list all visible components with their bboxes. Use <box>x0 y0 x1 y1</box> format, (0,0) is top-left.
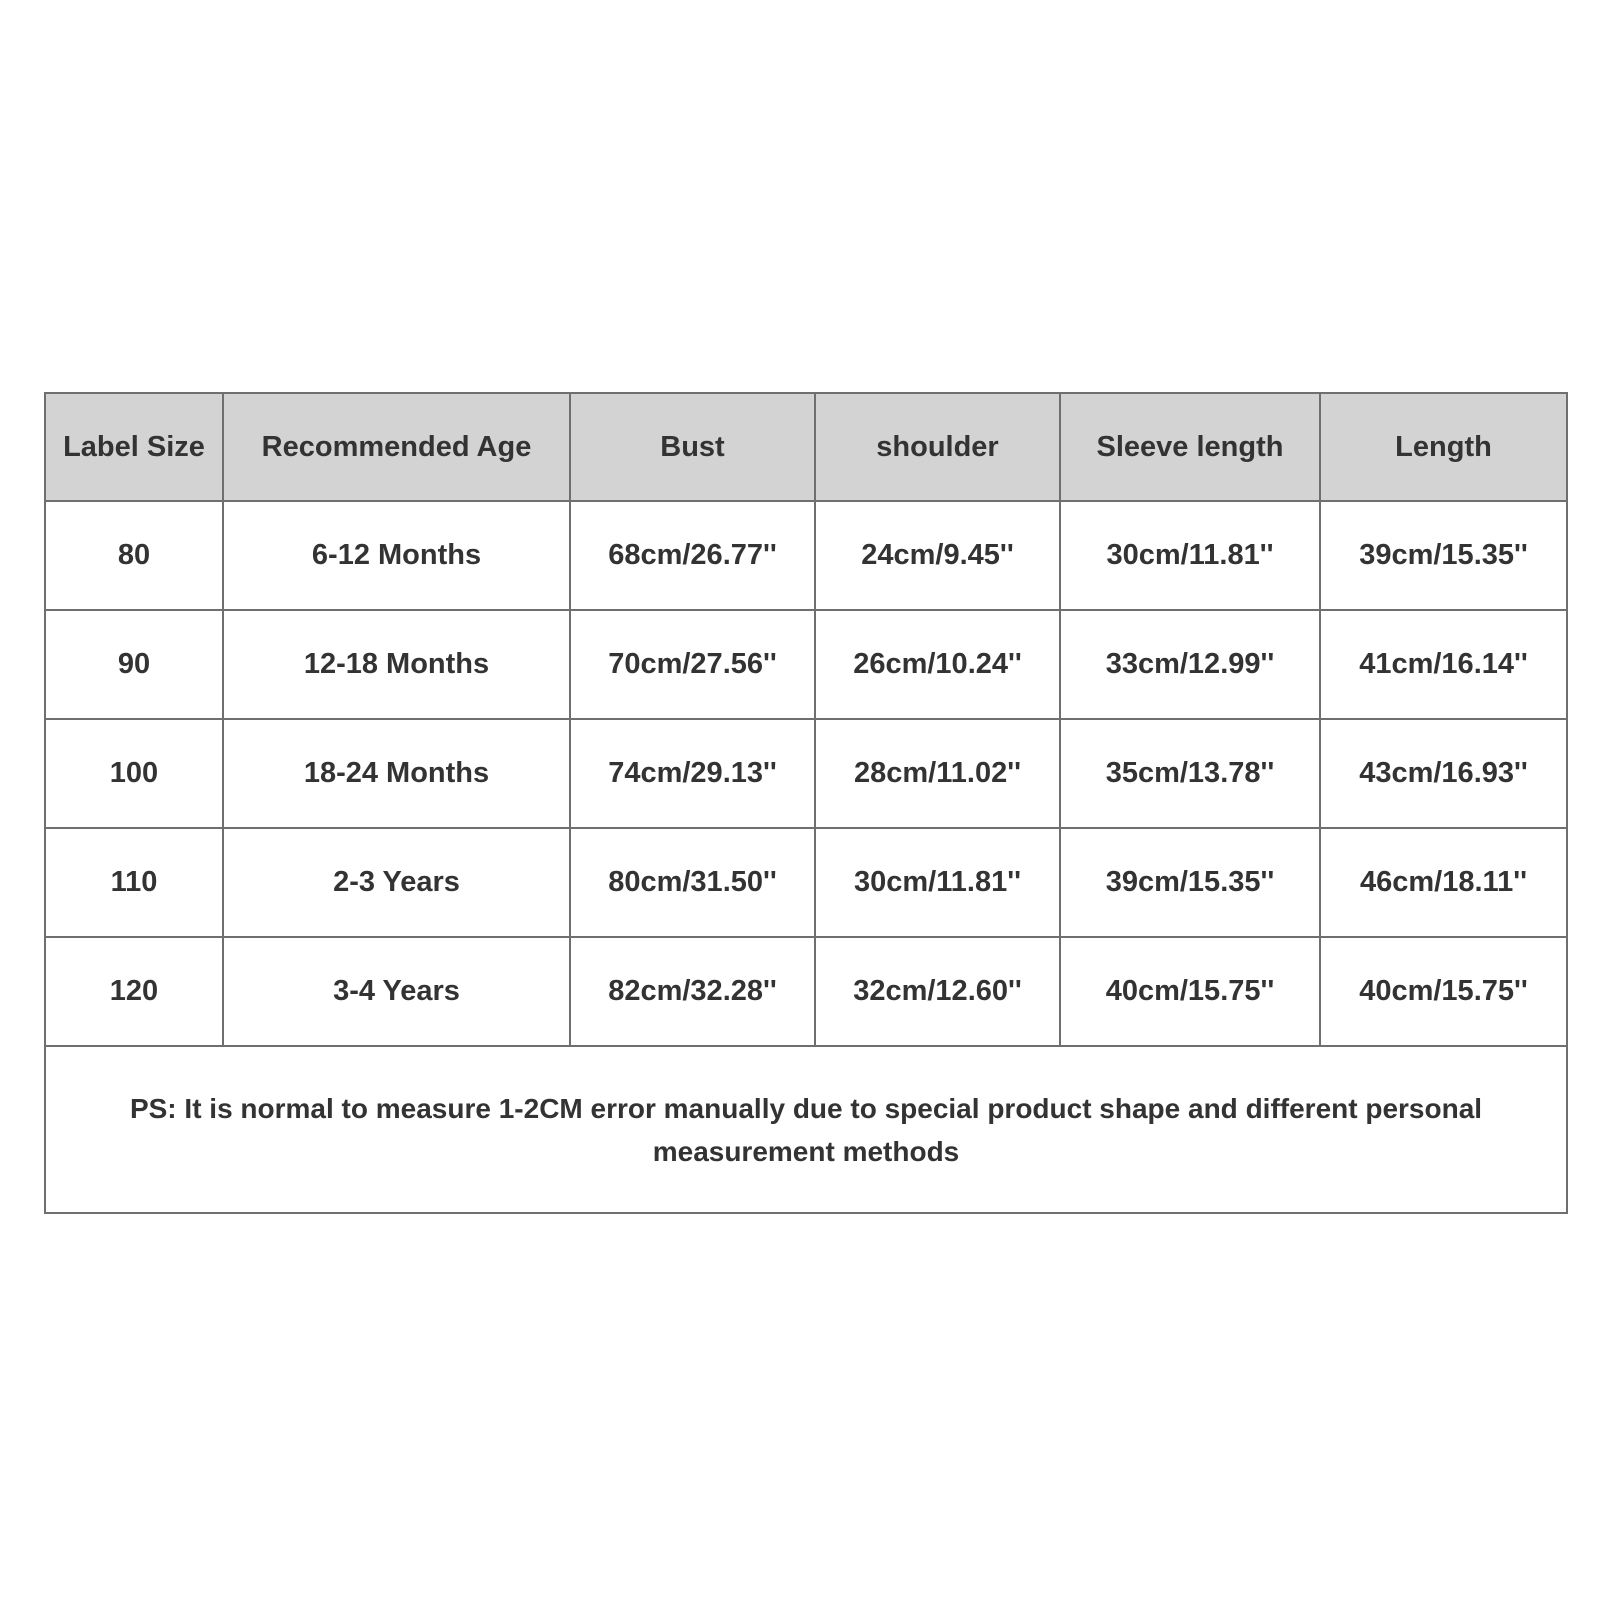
cell-label-size: 80 <box>45 501 223 610</box>
cell-recommended-age: 12-18 Months <box>223 610 570 719</box>
note-row <box>45 1046 1567 1213</box>
cell-label-size: 100 <box>45 719 223 828</box>
cell-length: 39cm/15.35'' <box>1320 501 1567 610</box>
size-chart-table <box>44 392 1568 1214</box>
cell-sleeve-length: 33cm/12.99'' <box>1060 610 1320 719</box>
header-sleeve-length: Sleeve length <box>1060 393 1320 501</box>
header-shoulder: shoulder <box>815 393 1060 501</box>
cell-sleeve-length: 35cm/13.78'' <box>1060 719 1320 828</box>
measurement-note: PS: It is normal to measure 1-2CM error manually due to special product shape and different personal measurement methods <box>45 1046 1567 1213</box>
header-length: Length <box>1320 393 1567 501</box>
cell-length: 40cm/15.75'' <box>1320 937 1567 1046</box>
cell-recommended-age: 2-3 Years <box>223 828 570 937</box>
cell-bust: 70cm/27.56'' <box>570 610 815 719</box>
cell-length: 43cm/16.93'' <box>1320 719 1567 828</box>
table-row <box>45 937 1567 1046</box>
cell-shoulder: 30cm/11.81'' <box>815 828 1060 937</box>
cell-recommended-age: 3-4 Years <box>223 937 570 1046</box>
cell-sleeve-length: 40cm/15.75'' <box>1060 937 1320 1046</box>
cell-shoulder: 24cm/9.45'' <box>815 501 1060 610</box>
cell-shoulder: 26cm/10.24'' <box>815 610 1060 719</box>
cell-sleeve-length: 30cm/11.81'' <box>1060 501 1320 610</box>
header-recommended-age: Recommended Age <box>223 393 570 501</box>
cell-shoulder: 32cm/12.60'' <box>815 937 1060 1046</box>
cell-length: 46cm/18.11'' <box>1320 828 1567 937</box>
header-bust: Bust <box>570 393 815 501</box>
header-row <box>45 393 1567 501</box>
cell-recommended-age: 18-24 Months <box>223 719 570 828</box>
cell-length: 41cm/16.14'' <box>1320 610 1567 719</box>
cell-shoulder: 28cm/11.02'' <box>815 719 1060 828</box>
table-row <box>45 610 1567 719</box>
table-row <box>45 828 1567 937</box>
cell-label-size: 90 <box>45 610 223 719</box>
cell-bust: 68cm/26.77'' <box>570 501 815 610</box>
cell-sleeve-length: 39cm/15.35'' <box>1060 828 1320 937</box>
cell-bust: 80cm/31.50'' <box>570 828 815 937</box>
cell-bust: 74cm/29.13'' <box>570 719 815 828</box>
table-row <box>45 719 1567 828</box>
header-label-size: Label Size <box>45 393 223 501</box>
cell-recommended-age: 6-12 Months <box>223 501 570 610</box>
table-row <box>45 501 1567 610</box>
cell-bust: 82cm/32.28'' <box>570 937 815 1046</box>
cell-label-size: 120 <box>45 937 223 1046</box>
cell-label-size: 110 <box>45 828 223 937</box>
